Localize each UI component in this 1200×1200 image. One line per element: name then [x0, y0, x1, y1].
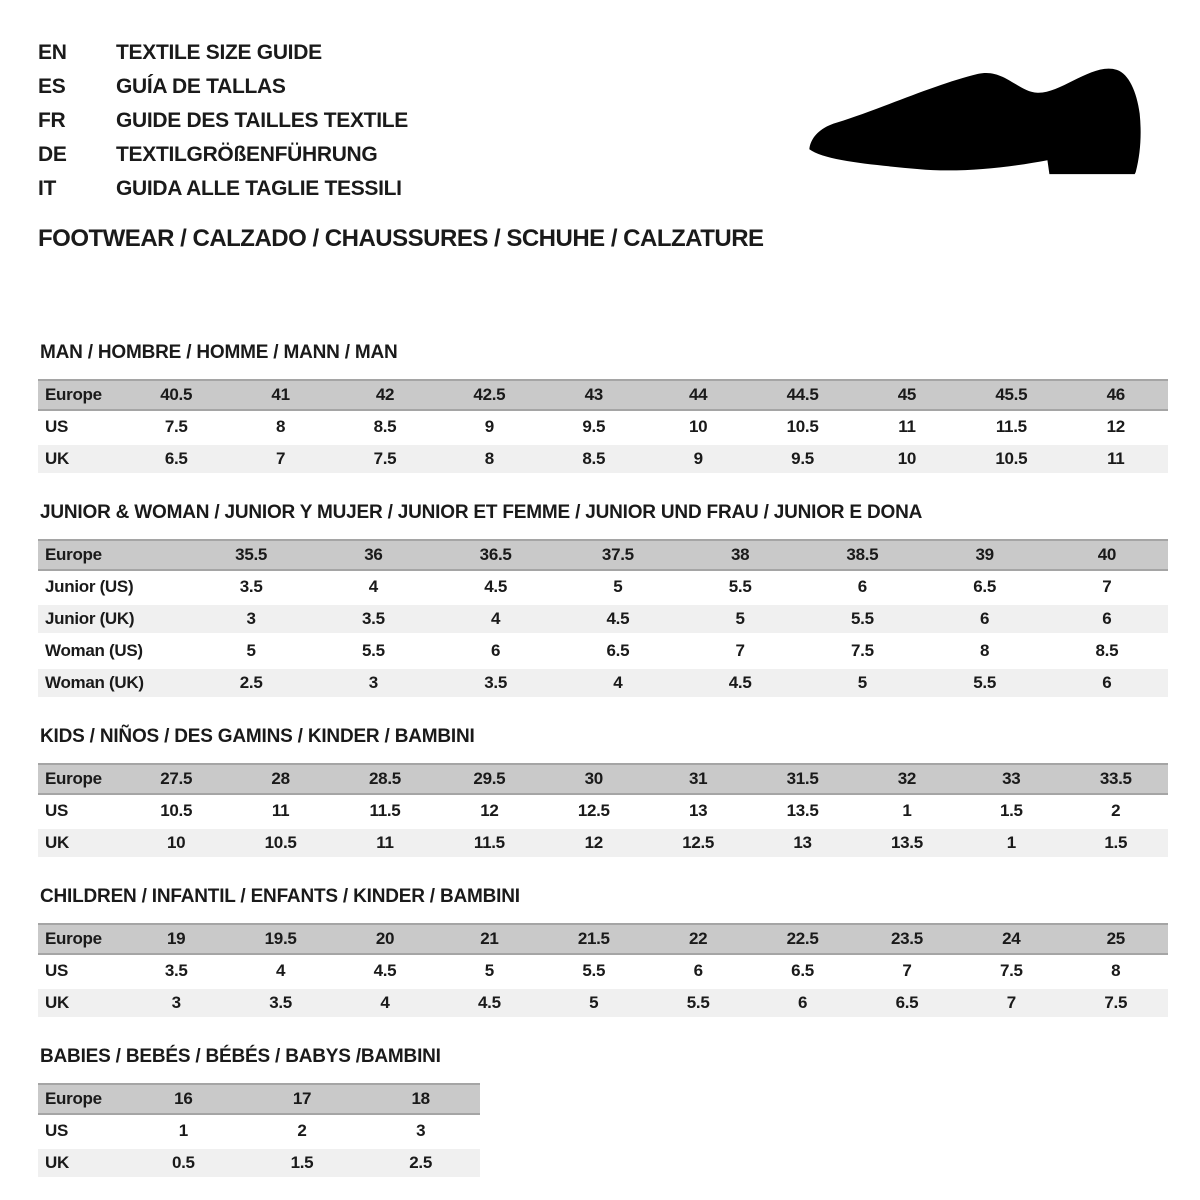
size-value-cell: 6 — [1046, 603, 1168, 635]
europe-header-row — [38, 539, 1168, 571]
size-value-cell: 8 — [924, 635, 1046, 667]
europe-size-cell: 16 — [124, 1083, 243, 1115]
size-value-cell: 3 — [124, 987, 228, 1019]
europe-size-cell: 38 — [679, 539, 801, 571]
size-row-woman-us- — [38, 635, 1168, 667]
europe-size-cell: 17 — [243, 1083, 362, 1115]
language-code: DE — [38, 143, 67, 166]
size-value-cell: 11 — [228, 795, 332, 827]
row-label-cell: US — [38, 411, 124, 443]
size-value-cell: 6.5 — [924, 571, 1046, 603]
size-value-cell: 7 — [855, 955, 959, 987]
section-title-children: CHILDREN / INFANTIL / ENFANTS / KINDER / BAMBINI — [40, 886, 520, 907]
size-table-children — [38, 923, 1168, 1019]
language-title: GUÍA DE TALLAS — [116, 75, 286, 98]
size-value-cell: 4.5 — [557, 603, 679, 635]
row-label-cell: US — [38, 795, 124, 827]
europe-size-cell: 38.5 — [801, 539, 923, 571]
row-label-cell: Woman (UK) — [38, 667, 190, 699]
size-value-cell: 7 — [679, 635, 801, 667]
size-value-cell: 6 — [750, 987, 854, 1019]
table-head — [38, 379, 1168, 411]
europe-header-label: Europe — [38, 1083, 124, 1115]
tables — [38, 343, 1170, 1179]
row-label-cell: US — [38, 955, 124, 987]
size-value-cell: 11 — [333, 827, 437, 859]
row-label-cell: UK — [38, 987, 124, 1019]
size-row-us — [38, 1115, 480, 1147]
size-value-cell: 6 — [924, 603, 1046, 635]
size-value-cell: 3.5 — [190, 571, 312, 603]
size-value-cell: 7.5 — [124, 411, 228, 443]
size-value-cell: 10.5 — [124, 795, 228, 827]
size-value-cell: 5.5 — [312, 635, 434, 667]
row-label-cell: Woman (US) — [38, 635, 190, 667]
table-head — [38, 539, 1168, 571]
size-value-cell: 6.5 — [557, 635, 679, 667]
size-value-cell: 10.5 — [228, 827, 332, 859]
size-value-cell: 5 — [190, 635, 312, 667]
size-value-cell: 13 — [646, 795, 750, 827]
size-row-uk — [38, 987, 1168, 1019]
size-value-cell: 5 — [679, 603, 801, 635]
size-value-cell: 11.5 — [437, 827, 541, 859]
size-value-cell: 12.5 — [542, 795, 646, 827]
europe-size-cell: 35.5 — [190, 539, 312, 571]
size-value-cell: 1 — [855, 795, 959, 827]
section-children — [38, 887, 1170, 1019]
europe-size-cell: 45 — [855, 379, 959, 411]
section-title-man: MAN / HOMBRE / HOMME / MANN / MAN — [40, 342, 398, 363]
size-value-cell: 5.5 — [542, 955, 646, 987]
size-value-cell: 8.5 — [542, 443, 646, 475]
size-value-cell: 2.5 — [361, 1147, 480, 1179]
size-value-cell: 5 — [557, 571, 679, 603]
size-value-cell: 1.5 — [959, 795, 1063, 827]
language-title: TEXTILGRÖßENFÜHRUNG — [116, 143, 378, 166]
size-value-cell: 1.5 — [1064, 827, 1168, 859]
size-table-babies — [38, 1083, 480, 1179]
section-kids — [38, 727, 1170, 859]
table-body — [38, 1115, 480, 1179]
size-value-cell: 6.5 — [750, 955, 854, 987]
size-value-cell: 7 — [228, 443, 332, 475]
size-row-uk — [38, 1147, 480, 1179]
table-body — [38, 795, 1168, 859]
size-row-us — [38, 795, 1168, 827]
row-label-cell: UK — [38, 827, 124, 859]
size-value-cell: 8.5 — [333, 411, 437, 443]
size-value-cell: 9 — [646, 443, 750, 475]
europe-size-cell: 36.5 — [435, 539, 557, 571]
europe-header-row — [38, 923, 1168, 955]
size-value-cell: 7.5 — [959, 955, 1063, 987]
size-value-cell: 8 — [1064, 955, 1168, 987]
language-title: GUIDA ALLE TAGLIE TESSILI — [116, 177, 402, 200]
size-value-cell: 10 — [646, 411, 750, 443]
size-value-cell: 12.5 — [646, 827, 750, 859]
size-row-us — [38, 411, 1168, 443]
size-value-cell: 3.5 — [435, 667, 557, 699]
language-list — [38, 36, 658, 206]
table-head — [38, 923, 1168, 955]
europe-size-cell: 44.5 — [750, 379, 854, 411]
size-value-cell: 9.5 — [750, 443, 854, 475]
europe-size-cell: 40 — [1046, 539, 1168, 571]
size-value-cell: 8 — [228, 411, 332, 443]
size-value-cell: 13.5 — [750, 795, 854, 827]
size-value-cell: 1 — [959, 827, 1063, 859]
europe-size-cell: 36 — [312, 539, 434, 571]
size-value-cell: 13 — [750, 827, 854, 859]
size-value-cell: 10 — [855, 443, 959, 475]
size-value-cell: 4 — [312, 571, 434, 603]
size-value-cell: 4.5 — [333, 955, 437, 987]
size-value-cell: 0.5 — [124, 1147, 243, 1179]
europe-size-cell: 39 — [924, 539, 1046, 571]
europe-size-cell: 29.5 — [437, 763, 541, 795]
size-value-cell: 5 — [437, 955, 541, 987]
category-heading: FOOTWEAR / CALZADO / CHAUSSURES / SCHUHE / CALZATURE — [38, 225, 764, 252]
size-value-cell: 7 — [959, 987, 1063, 1019]
size-row-junior-uk- — [38, 603, 1168, 635]
page-header — [38, 36, 1170, 253]
size-value-cell: 10.5 — [750, 411, 854, 443]
size-value-cell: 6.5 — [124, 443, 228, 475]
europe-size-cell: 23.5 — [855, 923, 959, 955]
size-value-cell: 4 — [333, 987, 437, 1019]
europe-size-cell: 18 — [361, 1083, 480, 1115]
europe-size-cell: 21.5 — [542, 923, 646, 955]
size-value-cell: 9.5 — [542, 411, 646, 443]
size-value-cell: 9 — [437, 411, 541, 443]
size-value-cell: 7 — [1046, 571, 1168, 603]
size-value-cell: 11.5 — [959, 411, 1063, 443]
size-value-cell: 7.5 — [333, 443, 437, 475]
size-value-cell: 7.5 — [1064, 987, 1168, 1019]
size-value-cell: 3.5 — [312, 603, 434, 635]
size-value-cell: 11 — [1064, 443, 1168, 475]
europe-size-cell: 22 — [646, 923, 750, 955]
europe-size-cell: 31.5 — [750, 763, 854, 795]
language-code: FR — [38, 109, 66, 132]
europe-header-label: Europe — [38, 539, 190, 571]
size-value-cell: 8.5 — [1046, 635, 1168, 667]
europe-size-cell: 42.5 — [437, 379, 541, 411]
size-row-uk — [38, 827, 1168, 859]
europe-size-cell: 28.5 — [333, 763, 437, 795]
section-title-junior-woman: JUNIOR & WOMAN / JUNIOR Y MUJER / JUNIOR ET FEMME / JUNIOR UND FRAU / JUNIOR E DONA — [40, 502, 923, 523]
size-value-cell: 6 — [1046, 667, 1168, 699]
europe-size-cell: 40.5 — [124, 379, 228, 411]
size-table-kids — [38, 763, 1168, 859]
table-body — [38, 571, 1168, 699]
size-value-cell: 4.5 — [679, 667, 801, 699]
europe-size-cell: 31 — [646, 763, 750, 795]
language-code: IT — [38, 177, 57, 200]
size-value-cell: 4 — [557, 667, 679, 699]
size-value-cell: 6 — [801, 571, 923, 603]
section-title-babies: BABIES / BEBÉS / BÉBÉS / BABYS /BAMBINI — [40, 1046, 441, 1067]
size-table-junior-woman — [38, 539, 1168, 699]
row-label-cell: UK — [38, 443, 124, 475]
size-value-cell: 8 — [437, 443, 541, 475]
language-title: TEXTILE SIZE GUIDE — [116, 41, 322, 64]
size-value-cell: 7.5 — [801, 635, 923, 667]
europe-header-row — [38, 379, 1168, 411]
section-man — [38, 343, 1170, 475]
europe-size-cell: 46 — [1064, 379, 1168, 411]
shoe-icon — [807, 62, 1145, 186]
europe-size-cell: 42 — [333, 379, 437, 411]
size-value-cell: 11.5 — [333, 795, 437, 827]
section-babies — [38, 1047, 1170, 1179]
size-value-cell: 4 — [435, 603, 557, 635]
section-title-kids: KIDS / NIÑOS / DES GAMINS / KINDER / BAMBINI — [40, 726, 475, 747]
size-value-cell: 2.5 — [190, 667, 312, 699]
size-value-cell: 3.5 — [228, 987, 332, 1019]
europe-size-cell: 37.5 — [557, 539, 679, 571]
size-value-cell: 6 — [435, 635, 557, 667]
size-value-cell: 1 — [124, 1115, 243, 1147]
europe-size-cell: 44 — [646, 379, 750, 411]
europe-header-row — [38, 1083, 480, 1115]
size-value-cell: 3 — [361, 1115, 480, 1147]
europe-size-cell: 19 — [124, 923, 228, 955]
size-value-cell: 6 — [646, 955, 750, 987]
europe-size-cell: 20 — [333, 923, 437, 955]
size-value-cell: 5 — [542, 987, 646, 1019]
table-body — [38, 411, 1168, 475]
europe-size-cell: 33 — [959, 763, 1063, 795]
europe-size-cell: 43 — [542, 379, 646, 411]
europe-header-label: Europe — [38, 763, 124, 795]
europe-size-cell: 28 — [228, 763, 332, 795]
table-body — [38, 955, 1168, 1019]
size-value-cell: 12 — [1064, 411, 1168, 443]
size-value-cell: 3 — [190, 603, 312, 635]
row-label-cell: Junior (US) — [38, 571, 190, 603]
europe-size-cell: 45.5 — [959, 379, 1063, 411]
europe-header-row — [38, 763, 1168, 795]
language-title: GUIDE DES TAILLES TEXTILE — [116, 109, 408, 132]
size-value-cell: 5.5 — [924, 667, 1046, 699]
table-head — [38, 763, 1168, 795]
europe-size-cell: 24 — [959, 923, 1063, 955]
europe-header-label: Europe — [38, 923, 124, 955]
size-value-cell: 3.5 — [124, 955, 228, 987]
size-value-cell: 5.5 — [679, 571, 801, 603]
europe-size-cell: 30 — [542, 763, 646, 795]
size-value-cell: 5 — [801, 667, 923, 699]
size-value-cell: 4.5 — [435, 571, 557, 603]
size-row-uk — [38, 443, 1168, 475]
row-label-cell: US — [38, 1115, 124, 1147]
europe-size-cell: 27.5 — [124, 763, 228, 795]
size-value-cell: 3 — [312, 667, 434, 699]
europe-size-cell: 32 — [855, 763, 959, 795]
size-value-cell: 10.5 — [959, 443, 1063, 475]
size-row-junior-us- — [38, 571, 1168, 603]
europe-size-cell: 25 — [1064, 923, 1168, 955]
table-head — [38, 1083, 480, 1115]
europe-header-label: Europe — [38, 379, 124, 411]
size-row-woman-uk- — [38, 667, 1168, 699]
size-table-man — [38, 379, 1168, 475]
size-value-cell: 10 — [124, 827, 228, 859]
europe-size-cell: 21 — [437, 923, 541, 955]
row-label-cell: Junior (UK) — [38, 603, 190, 635]
size-value-cell: 11 — [855, 411, 959, 443]
europe-size-cell: 22.5 — [750, 923, 854, 955]
section-junior-woman — [38, 503, 1170, 699]
europe-size-cell: 41 — [228, 379, 332, 411]
size-value-cell: 4 — [228, 955, 332, 987]
size-value-cell: 6.5 — [855, 987, 959, 1019]
europe-size-cell: 19.5 — [228, 923, 332, 955]
language-code: ES — [38, 75, 66, 98]
row-label-cell: UK — [38, 1147, 124, 1179]
size-value-cell: 12 — [437, 795, 541, 827]
language-code: EN — [38, 41, 67, 64]
size-value-cell: 1.5 — [243, 1147, 362, 1179]
size-value-cell: 2 — [1064, 795, 1168, 827]
size-value-cell: 4.5 — [437, 987, 541, 1019]
size-row-us — [38, 955, 1168, 987]
size-value-cell: 5.5 — [801, 603, 923, 635]
europe-size-cell: 33.5 — [1064, 763, 1168, 795]
size-value-cell: 13.5 — [855, 827, 959, 859]
size-value-cell: 5.5 — [646, 987, 750, 1019]
size-value-cell: 12 — [542, 827, 646, 859]
size-value-cell: 2 — [243, 1115, 362, 1147]
